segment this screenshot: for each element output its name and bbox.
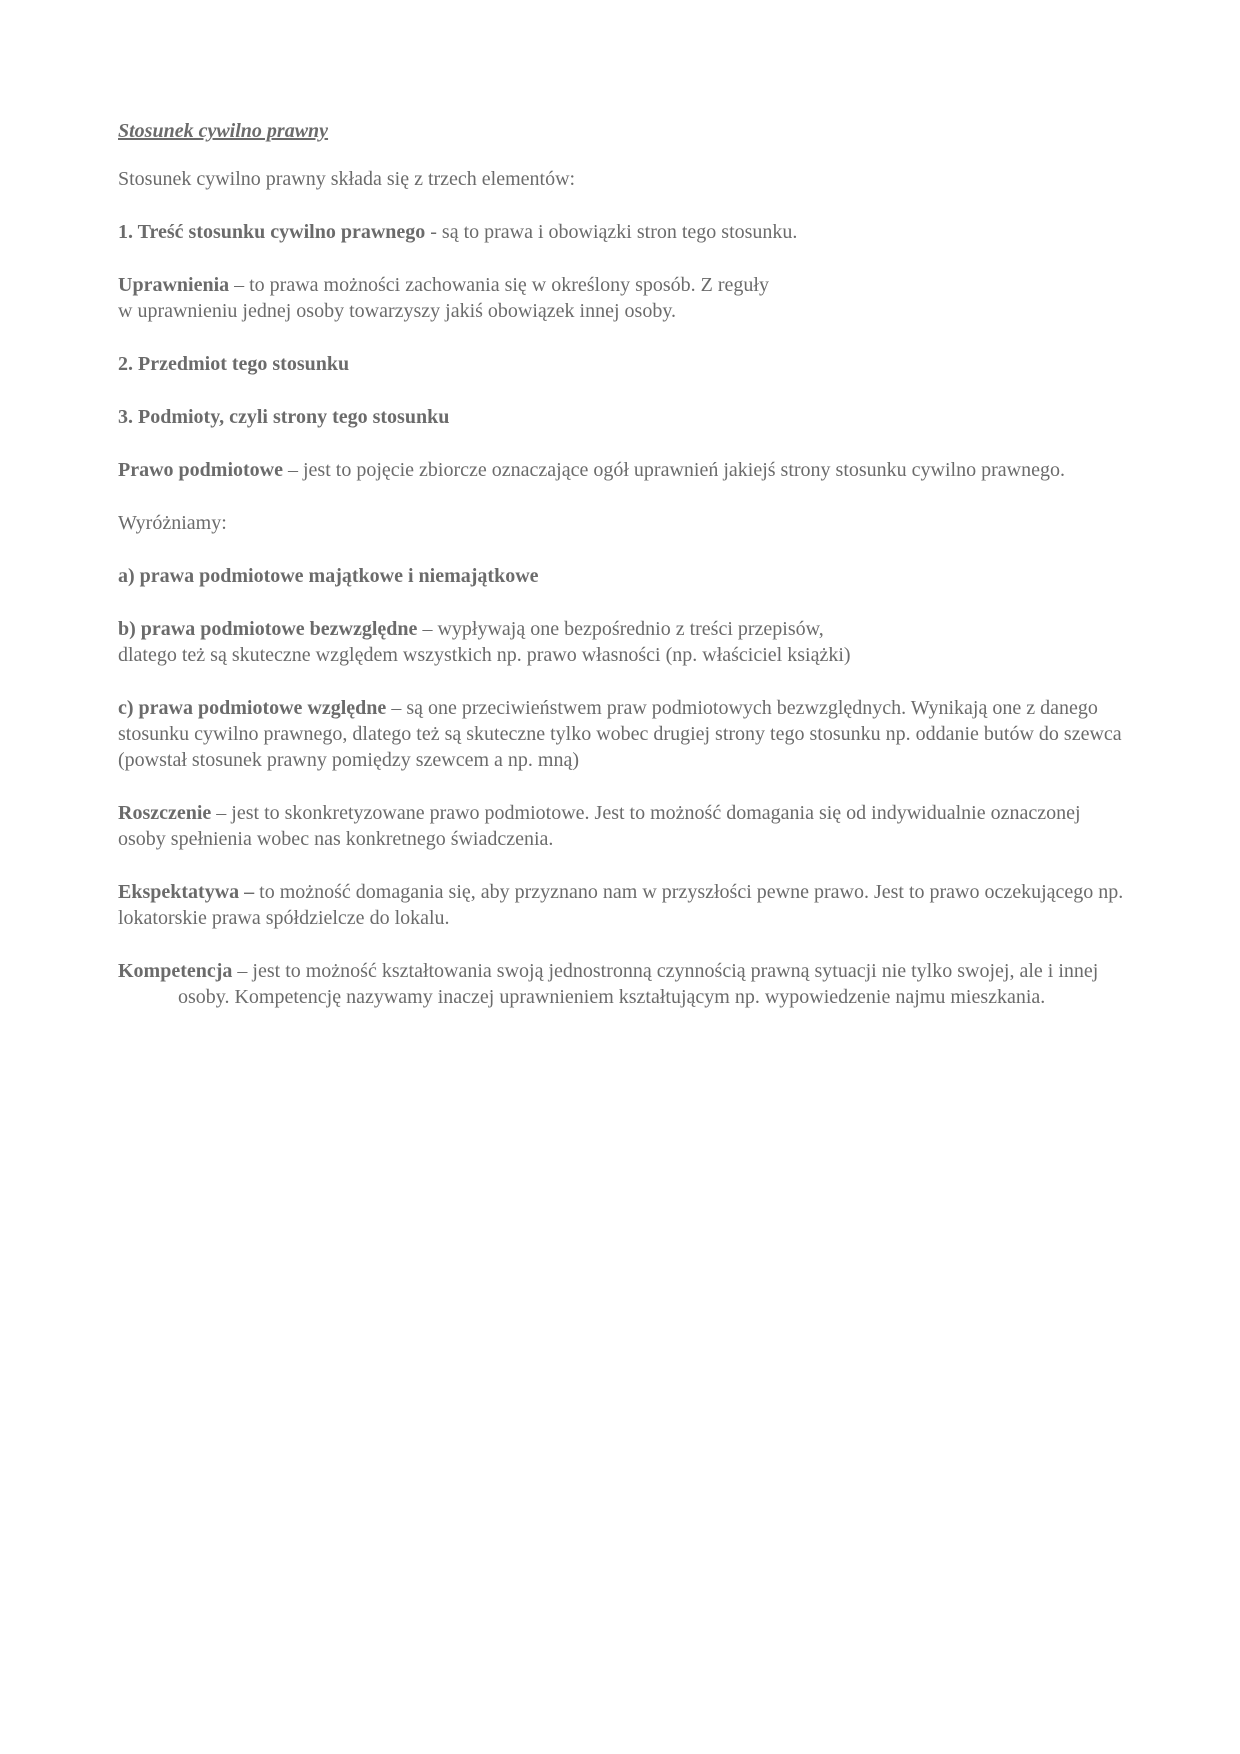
term-ekspektatywa: Ekspektatywa – (118, 881, 255, 903)
text-uprawnienia-line2: w uprawnieniu jednej osoby towarzyszy jakiś obowiązek innej osoby. (118, 300, 677, 322)
text-bezwzgledne-line1: – wypływają one bezpośrednio z treści przepisów, (417, 618, 824, 640)
paragraph-majatkowe (118, 563, 1128, 589)
paragraph-kompetencja (118, 958, 1128, 1010)
term-roszczenie: Roszczenie (118, 802, 212, 824)
term-kompetencja: Kompetencja (118, 960, 233, 982)
paragraph-ekspektatywa (118, 879, 1128, 931)
text-kompetencja: – jest to możność kształtowania swoją jednostronną czynnością prawną sytuacji nie tylko swojej, ale i innej osoby. Kompetencję nazywamy inaczej uprawnieniem kształtującym np. wypowiedzenie najmu mieszkania. (178, 960, 1099, 1008)
paragraph-podmioty (118, 404, 1128, 430)
paragraph-uprawnienia (118, 272, 1128, 324)
text-tresc: - są to prawa i obowiązki stron tego stosunku. (425, 221, 798, 243)
term-majatkowe: a) prawa podmiotowe majątkowe i niemajątkowe (118, 565, 539, 587)
paragraph-przedmiot (118, 351, 1128, 377)
term-bezwzgledne: b) prawa podmiotowe bezwzględne (118, 618, 418, 640)
document-page (118, 118, 1128, 1037)
document-title: Stosunek cywilno prawny (118, 120, 329, 142)
term-prawo-podmiotowe: Prawo podmiotowe (118, 459, 283, 481)
paragraph-tresc (118, 219, 1128, 245)
term-wzgledne: c) prawa podmiotowe względne (118, 697, 387, 719)
term-przedmiot: 2. Przedmiot tego stosunku (118, 353, 350, 375)
intro-text: Stosunek cywilno prawny składa się z trzech elementów: (118, 168, 576, 190)
text-uprawnienia-line1: – to prawa możności zachowania się w określony sposób. Z reguły (229, 274, 769, 296)
paragraph-bezwzgledne (118, 616, 1128, 668)
paragraph-roszczenie (118, 800, 1128, 852)
text-prawo-podmiotowe: – jest to pojęcie zbiorcze oznaczające ogół uprawnień jakiejś strony stosunku cywilno prawnego. (282, 459, 1065, 481)
term-podmioty: 3. Podmioty, czyli strony tego stosunku (118, 406, 450, 428)
term-tresc: 1. Treść stosunku cywilno prawnego (118, 221, 426, 243)
paragraph-wyrozniamy (118, 510, 1128, 536)
text-roszczenie: – jest to skonkretyzowane prawo podmiotowe. Jest to możność domagania się od indywidualnie oznaczonej osoby spełnienia wobec nas konkretnego świadczenia. (118, 802, 1081, 850)
text-bezwzgledne-line2: dlatego też są skuteczne względem wszystkich np. prawo własności (np. właściciel książki) (118, 644, 851, 666)
text-wyrozniamy: Wyróżniamy: (118, 512, 227, 534)
term-uprawnienia: Uprawnienia (118, 274, 230, 296)
intro-paragraph (118, 166, 1128, 192)
text-wzgledne: – są one przeciwieństwem praw podmiotowych bezwzględnych. Wynikają one z danego stosunku cywilno prawnego, dlatego też są skuteczne tylko wobec drugiej strony tego stosunku np. oddanie butów do szewca (powstał stosunek prawny pomiędzy szewcem a np. mną) (118, 697, 1122, 771)
paragraph-prawo-podmiotowe (118, 457, 1128, 483)
paragraph-wzgledne (118, 695, 1128, 773)
text-ekspektatywa: to możność domagania się, aby przyznano nam w przyszłości pewne prawo. Jest to prawo oczekującego np. lokatorskie prawa spółdzielcze do lokalu. (118, 881, 1124, 929)
